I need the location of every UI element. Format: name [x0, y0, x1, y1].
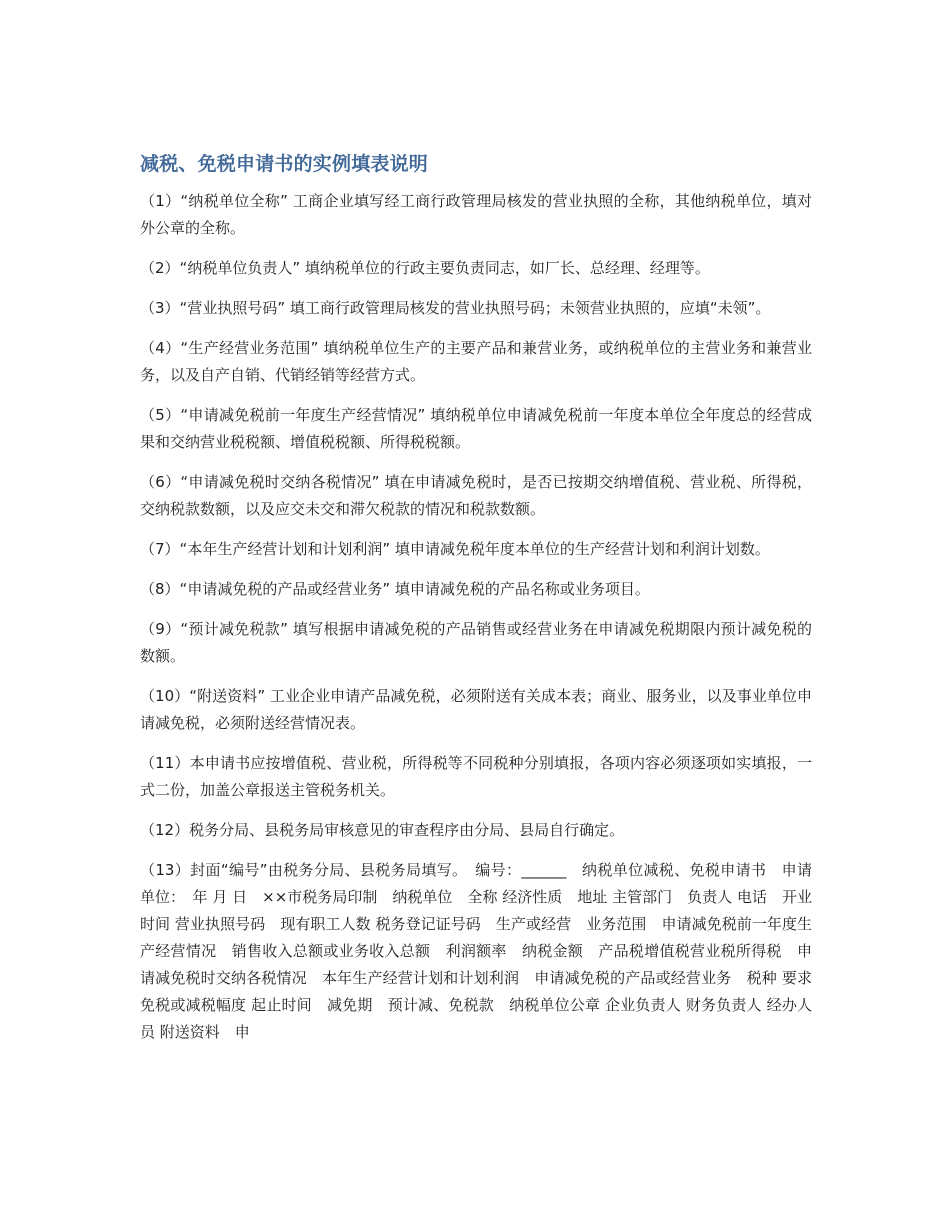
instruction-paragraph-5: （5）“申请减免税前一年度生产经营情况” 填纳税单位申请减免税前一年度本单位全年度总的经营成果和交纳营业税税额、增值税税额、所得税税额。: [140, 406, 812, 451]
instruction-paragraph-4: （4）“生产经营业务范围” 填纳税单位生产的主要产品和兼营业务，或纳税单位的主营业务和兼营业务，以及自产自销、代销经销等经营方式。: [140, 339, 812, 384]
instruction-paragraph-1: （1）“纳税单位全称” 工商企业填写经工商行政管理局核发的营业执照的全称，其他纳税单位，填对外公章的全称。: [140, 192, 812, 237]
instruction-paragraph-7: （7）“本年生产经营计划和计划利润” 填申请减免税年度本单位的生产经营计划和利润计划数。: [140, 540, 770, 558]
instruction-paragraph-6: （6）“申请减免税时交纳各税情况” 填在申请减免税时，是否已按期交纳增值税、营业税、所得税，交纳税款数额，以及应交未交和滞欠税款的情况和税款数额。: [140, 473, 812, 518]
instruction-paragraph-11: （11）本申请书应按增值税、营业税，所得税等不同税种分别填报，各项内容必须逐项如实填报，一式二份，加盖公章报送主管税务机关。: [140, 754, 812, 799]
instruction-paragraph-3: （3）“营业执照号码” 填工商行政管理局核发的营业执照号码；未领营业执照的，应填“未领”。: [140, 299, 771, 317]
document-page: [140, 150, 812, 1059]
instruction-paragraph-13: （13）封面“编号”由税务分局、县税务局填写。 编号：______ 纳税单位减税、免税申请书 申请单位： 年 月 日 ××市税务局印制 纳税单位 全称 经济性质 地址 主管部门 负责人 电话 开业时间 营业执照号码 现有职工人数 税务登记证号码 生产或经营 业务范围 申请减免税前一年度生产经营情况 销售收入总额或业务收入总额 利润额率 纳税金额 产品税增值税营业税所得税 申请减免税时交纳各税情况 本年生产经营计划和计划利润 申请减免税的产品或经营业务 税种 要求免税或减税幅度 起止时间 减免期 预计减、免税款 纳税单位公章 企业负责人 财务负责人 经办人员 附送资料 申: [140, 861, 812, 1041]
instruction-paragraph-9: （9）“预计减免税款” 填写根据申请减免税的产品销售或经营业务在申请减免税期限内预计减免税的数额。: [140, 620, 812, 665]
instruction-paragraph-12: （12）税务分局、县税务局审核意见的审查程序由分局、县局自行确定。: [140, 821, 625, 839]
document-title: 减税、免税申请书的实例填表说明: [140, 153, 429, 175]
instruction-paragraph-8: （8）“申请减免税的产品或经营业务” 填申请减免税的产品名称或业务项目。: [140, 580, 650, 598]
instruction-paragraph-2: （2）“纳税单位负责人” 填纳税单位的行政主要负责同志，如厂长、总经理、经理等。: [140, 259, 710, 277]
instruction-paragraph-10: （10）“附送资料” 工业企业申请产品减免税，必须附送有关成本表；商业、服务业，以及事业单位申请减免税，必须附送经营情况表。: [140, 687, 812, 732]
